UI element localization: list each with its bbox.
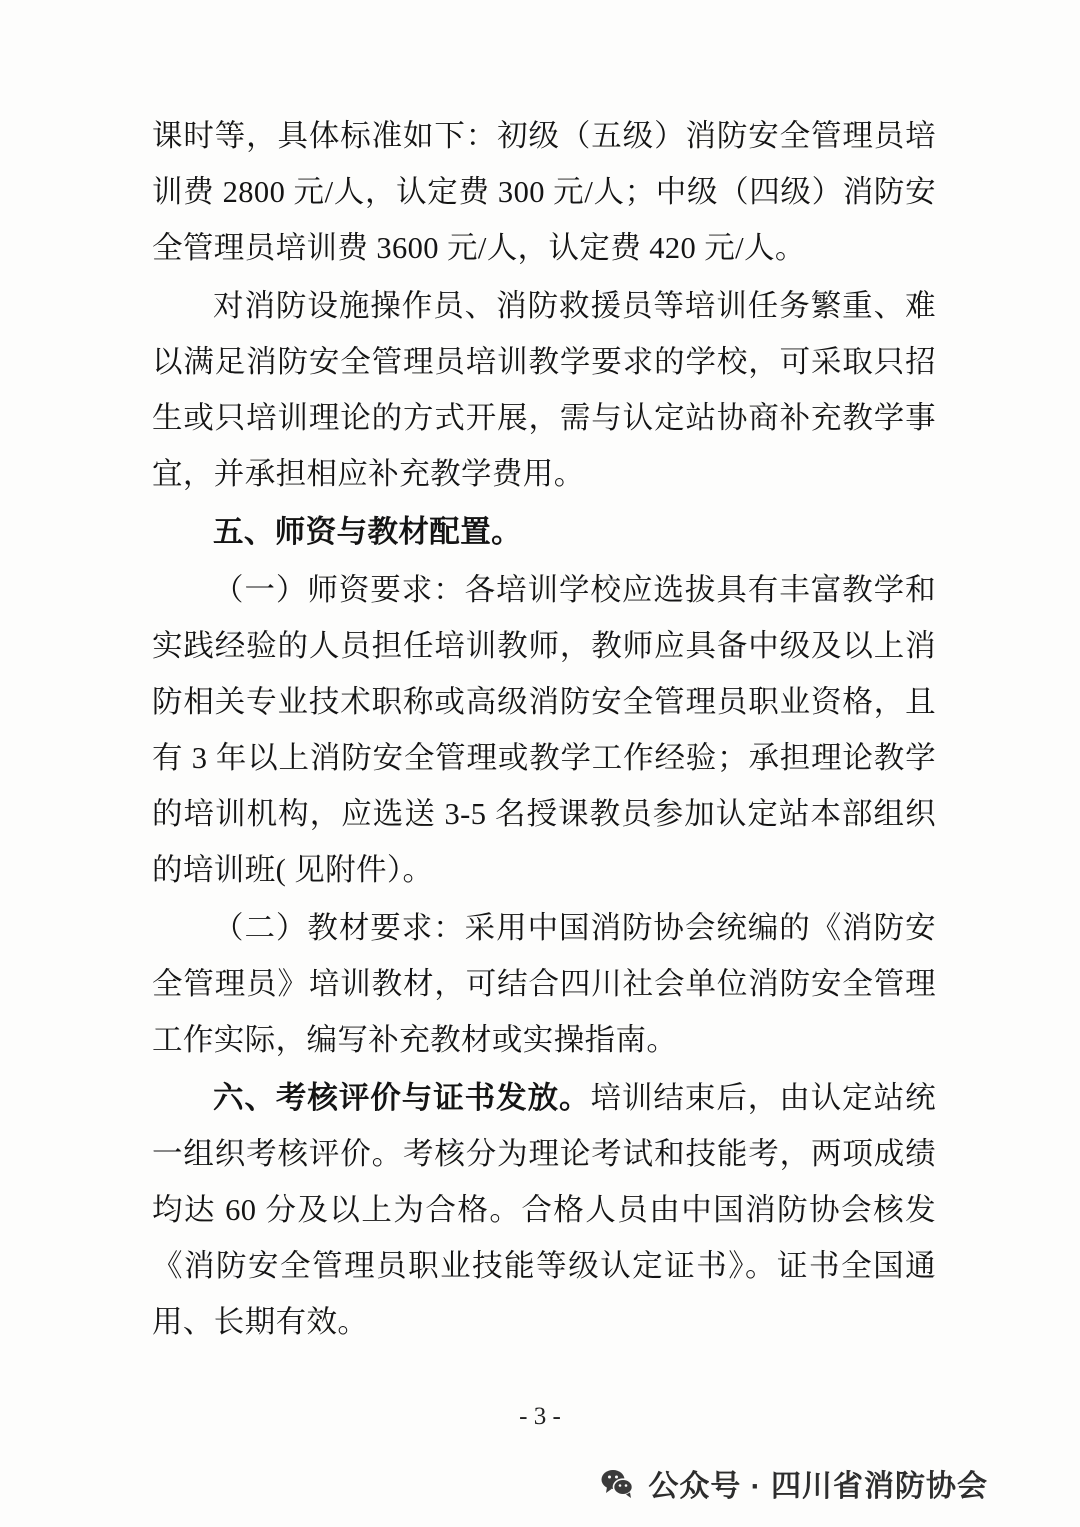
document-body [152,108,936,1352]
watermark-label: 公众号 · 四川省消防协会 [648,1470,988,1503]
heading-section-six: 六、考核评价与证书发放。 [213,1081,591,1115]
paragraph-textbook-requirements: （二）教材要求：采用中国消防协会统编的《消防安全管理员》培训教材，可结合四川社会单位消防安全管理工作实际，编写补充教材或实操指南。 [152,911,936,1057]
watermark [600,1461,988,1505]
paragraph-supplementary-teaching: 对消防设施操作员、消防救援员等培训任务繁重、难以满足消防安全管理员培训教学要求的学校，可采取只招生或只培训理论的方式开展，需与认定站协商补充教学事宜，并承担相应补充教学费用。 [152,289,936,491]
wechat-official-account-icon [600,1466,634,1500]
paragraph-assessment-certificates [152,1070,936,1350]
page-number: - 3 - [519,1403,561,1430]
paragraph-fees: 课时等，具体标准如下：初级（五级）消防安全管理员培训费 2800 元/人，认定费 300 元/人；中级（四级）消防安全管理员培训费 3600 元/人，认定费 420 元/人。 [152,119,936,265]
paragraph-section-six-text: 培训结束后，由认定站统一组织考核评价。考核分为理论考试和技能考，两项成绩均达 60 分及以上为合格。合格人员由中国消防协会核发《消防安全管理员职业技能等级认定证书》。证书全国通用、长期有效。 [152,1081,936,1339]
paragraph-teacher-requirements: （一）师资要求：各培训学校应选拔具有丰富教学和实践经验的人员担任培训教师，教师应具备中级及以上消防相关专业技术职称或高级消防安全管理员职业资格，且有 3 年以上消防安全管理或教学工作经验；承担理论教学的培训机构，应选送 3-5 名授课教员参加认定站本部组织的培训班( 见附件）。 [152,573,936,887]
heading-section-five: 五、师资与教材配置。 [213,515,522,549]
